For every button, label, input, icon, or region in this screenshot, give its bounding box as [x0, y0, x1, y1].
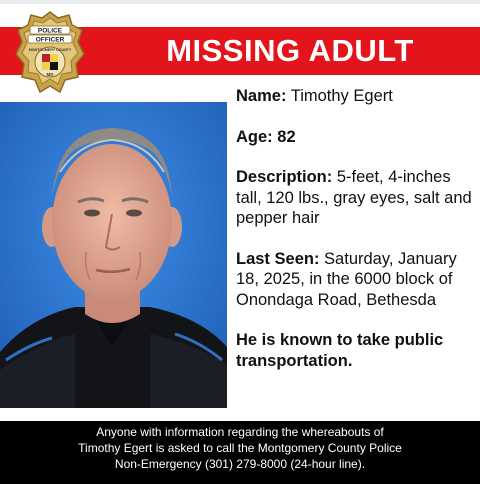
contact-footer: [0, 421, 480, 484]
badge-line1: POLICE: [37, 27, 63, 35]
name-row: [236, 86, 480, 107]
portrait-photo: [0, 102, 227, 408]
badge-line2: OFFICER: [35, 36, 65, 44]
age-label: Age:: [236, 127, 273, 146]
description-value: 5-feet, 4-inches tall, 120 lbs., gray eyes, salt and pepper hair: [236, 168, 472, 227]
last-seen-row: [236, 249, 480, 311]
last-seen-value: Saturday, January 18, 2025, in the 6000 block of Onondaga Road, Bethesda: [236, 249, 457, 309]
police-officer-badge-icon: [14, 10, 86, 98]
last-seen-label: Last Seen:: [236, 249, 320, 268]
footer-line-3: Non-Emergency (301) 279-8000 (24-hour line).: [114, 457, 366, 471]
name-value: Timothy Egert: [290, 87, 393, 105]
top-strip: [0, 0, 480, 4]
badge-arc: MONTGOMERY COUNTY: [28, 48, 72, 52]
details-panel: [236, 86, 480, 371]
age-row: [236, 127, 480, 148]
transportation-note-text: He is known to take public transportation.: [236, 331, 444, 370]
footer-line-1: Anyone with information regarding the whereabouts of: [96, 425, 384, 439]
footer-line-2: Timothy Egert is asked to call the Montgomery County Police: [78, 441, 402, 455]
transportation-note: [236, 330, 480, 371]
description-row: [236, 167, 480, 229]
page-title: MISSING ADULT: [166, 33, 414, 68]
description-label: Description:: [236, 168, 333, 186]
badge-state: MD: [46, 72, 54, 77]
name-label: Name:: [236, 87, 287, 105]
age-value: 82: [277, 127, 296, 146]
